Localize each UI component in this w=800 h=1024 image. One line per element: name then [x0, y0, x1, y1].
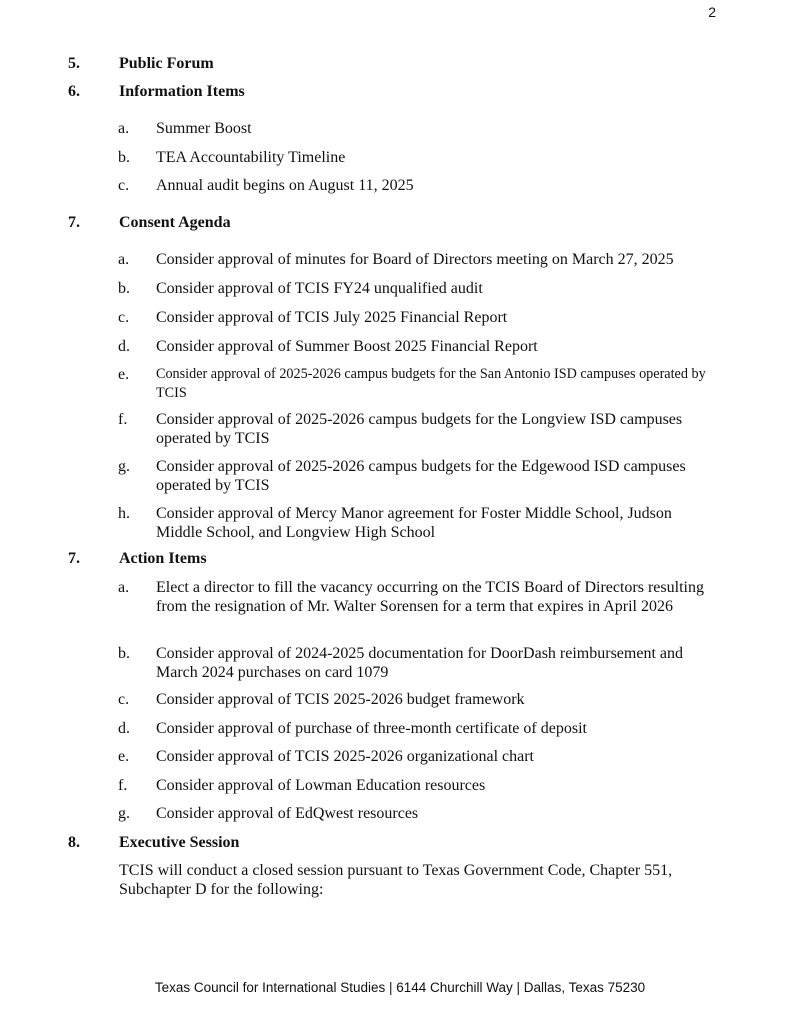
item-letter: d.	[118, 338, 130, 355]
item-letter: f.	[118, 411, 128, 428]
executive-session-paragraph: TCIS will conduct a closed session pursuant to Texas Government Code, Chapter 551, Subchapter D for the following:	[119, 862, 673, 898]
item-letter: b.	[118, 645, 130, 662]
item-letter: a.	[118, 120, 130, 137]
item-text: Consider approval of minutes for Board of Directors meeting on March 27, 2025	[156, 251, 674, 268]
item-text: Annual audit begins on August 11, 2025	[156, 177, 414, 194]
section-title: Consent Agenda	[119, 214, 231, 231]
item-letter: c.	[118, 309, 130, 326]
footer-address: Texas Council for International Studies | 6144 Churchill Way | Dallas, Texas 75230	[154, 980, 646, 995]
section-title: Public Forum	[119, 55, 214, 72]
item-text: Elect a director to fill the vacancy occurring on the TCIS Board of Directors resulting from the resignation of Mr. Walter Sorensen for a term that expires in April 2026	[156, 579, 704, 615]
section-number: 5.	[68, 55, 80, 72]
item-letter: b.	[118, 149, 130, 166]
section-number: 7.	[68, 550, 80, 567]
item-text: Consider approval of 2025-2026 campus budgets for the Edgewood ISD campuses operated by TCIS	[156, 458, 686, 494]
item-text: Consider approval of TCIS 2025-2026 budget framework	[156, 691, 525, 708]
item-text: Consider approval of Lowman Education resources	[156, 777, 486, 794]
item-letter: d.	[118, 720, 130, 737]
item-text: Consider approval of 2024-2025 documentation for DoorDash reimbursement and March 2024 purchases on card 1079	[156, 645, 683, 681]
item-text: Consider approval of TCIS July 2025 Financial Report	[156, 309, 508, 326]
item-text: TEA Accountability Timeline	[156, 149, 346, 166]
item-letter: a.	[118, 251, 130, 268]
item-text: Consider approval of EdQwest resources	[156, 805, 419, 822]
item-letter: g.	[118, 805, 130, 822]
section-number: 7.	[68, 214, 80, 231]
section-title: Executive Session	[119, 834, 240, 851]
item-letter: e.	[118, 366, 130, 383]
item-letter: f.	[118, 777, 128, 794]
item-letter: g.	[118, 458, 130, 475]
item-text: Consider approval of 2025-2026 campus budgets for the Longview ISD campuses operated by TCIS	[156, 411, 683, 447]
item-text: Consider approval of 2025-2026 campus budgets for the San Antonio ISD campuses operated by TCIS	[156, 366, 706, 401]
item-letter: c.	[118, 691, 130, 708]
section-number: 8.	[68, 834, 80, 851]
section-title: Information Items	[119, 83, 245, 100]
item-letter: e.	[118, 748, 130, 765]
item-text: Consider approval of purchase of three-month certificate of deposit	[156, 720, 587, 737]
page-number: 2	[708, 4, 716, 20]
item-letter: b.	[118, 280, 130, 297]
item-text: Consider approval of TCIS 2025-2026 organizational chart	[156, 748, 534, 765]
item-letter: a.	[118, 579, 130, 596]
section-number: 6.	[68, 83, 80, 100]
section-title: Action Items	[119, 550, 207, 567]
item-letter: c.	[118, 177, 130, 194]
item-text: Summer Boost	[156, 120, 252, 137]
item-text: Consider approval of Mercy Manor agreement for Foster Middle School, Judson Middle School, and Longview High School	[156, 505, 672, 541]
item-letter: h.	[118, 505, 130, 522]
item-text: Consider approval of TCIS FY24 unqualified audit	[156, 280, 483, 297]
item-text: Consider approval of Summer Boost 2025 Financial Report	[156, 338, 538, 355]
